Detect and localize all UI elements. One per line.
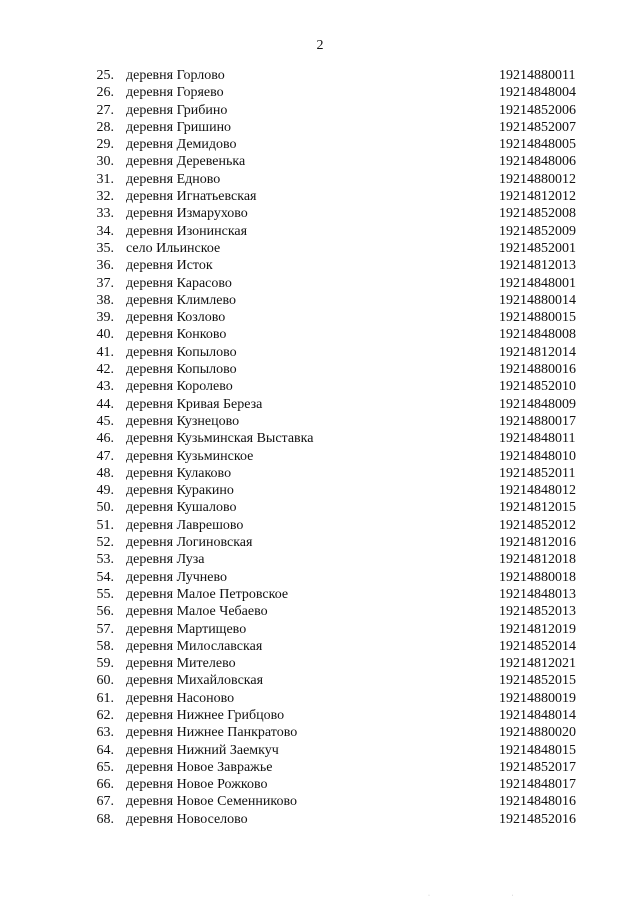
oktmo-code: 19214848013 [499, 586, 576, 602]
list-item [0, 240, 640, 257]
list-item [0, 690, 640, 707]
settlement-name: деревня Насоново [126, 690, 235, 706]
list-item [0, 257, 640, 274]
settlement-name: деревня Лучнево [126, 569, 228, 585]
list-item [0, 84, 640, 101]
oktmo-code: 19214812015 [499, 500, 576, 516]
settlement-name: деревня Новое Завражье [126, 759, 273, 775]
row-number: 47. [96, 448, 114, 464]
list-item [0, 517, 640, 534]
settlement-name: деревня Нижний Заемкуч [126, 742, 279, 758]
list-item [0, 67, 640, 84]
oktmo-code: 19214852015 [499, 673, 576, 689]
list-item [0, 724, 640, 741]
row-number: 65. [96, 759, 114, 775]
settlement-name: деревня Кривая Береза [126, 396, 263, 412]
list-item [0, 136, 640, 153]
oktmo-code: 19214848012 [499, 483, 576, 499]
settlement-name: деревня Мартищево [126, 621, 247, 637]
list-item [0, 621, 640, 638]
list-item [0, 344, 640, 361]
settlement-name: деревня Климлево [126, 292, 236, 308]
row-number: 27. [96, 102, 114, 118]
oktmo-code: 19214848006 [499, 154, 576, 170]
oktmo-code: 19214852011 [499, 465, 576, 481]
oktmo-code: 19214852017 [499, 759, 576, 775]
row-number: 58. [96, 638, 114, 654]
list-item [0, 153, 640, 170]
list-item [0, 430, 640, 447]
row-number: 63. [96, 725, 114, 741]
row-number: 25. [96, 68, 114, 83]
row-number: 67. [96, 794, 114, 810]
list-item [0, 188, 640, 205]
oktmo-code: 19214812012 [499, 189, 576, 205]
list-item [0, 707, 640, 724]
row-number: 50. [96, 500, 114, 516]
row-number: 45. [96, 413, 114, 429]
oktmo-code: 19214852001 [499, 240, 576, 256]
list-item [0, 413, 640, 430]
oktmo-code: 19214848008 [499, 327, 576, 343]
oktmo-code: 19214880018 [499, 569, 576, 585]
row-number: 42. [96, 362, 114, 378]
page-number: 2 [316, 38, 324, 53]
list-item [0, 171, 640, 188]
row-number: 39. [96, 310, 114, 326]
oktmo-code: 19214880017 [499, 413, 576, 429]
settlement-name: деревня Кушалово [126, 500, 237, 516]
settlement-name: деревня Нижнее Панкратово [126, 725, 298, 741]
oktmo-code: 19214848001 [499, 275, 576, 291]
row-number: 55. [96, 586, 114, 602]
list-item [0, 551, 640, 568]
row-number: 40. [96, 327, 114, 343]
settlement-name: деревня Грибино [126, 102, 228, 118]
oktmo-code: 19214848010 [499, 448, 576, 464]
settlement-name: деревня Конково [126, 327, 227, 343]
settlement-name: деревня Королево [126, 379, 233, 395]
list-item [0, 742, 640, 759]
row-number: 33. [96, 206, 114, 222]
list-item [0, 569, 640, 586]
list-item [0, 361, 640, 378]
settlement-name: деревня Измарухово [126, 206, 248, 222]
settlement-name: деревня Новое Рожково [126, 777, 268, 793]
settlement-name: деревня Гришино [126, 119, 232, 135]
list-item [0, 448, 640, 465]
row-number: 28. [96, 119, 114, 135]
list-item [0, 603, 640, 620]
settlement-name: деревня Кузнецово [126, 413, 240, 429]
oktmo-code: 19214852010 [499, 379, 576, 395]
settlement-name: деревня Кузьминская Выставка [126, 431, 314, 447]
settlement-name: деревня Игнатьевская [126, 189, 257, 205]
oktmo-code: 19214812016 [499, 535, 576, 551]
oktmo-code: 19214812018 [499, 552, 576, 568]
row-number: 52. [96, 535, 114, 551]
list-item [0, 586, 640, 603]
row-number: 64. [96, 742, 114, 758]
row-number: 62. [96, 707, 114, 723]
row-number: 29. [96, 137, 114, 153]
settlement-name: деревня Кузьминское [126, 448, 254, 464]
list-item [0, 793, 640, 810]
row-number: 57. [96, 621, 114, 637]
list-item [0, 378, 640, 395]
list-item [0, 396, 640, 413]
oktmo-code: 19214852012 [499, 517, 576, 533]
settlement-name: деревня Новое Семенниково [126, 794, 297, 810]
settlement-name: деревня Малое Чебаево [126, 604, 268, 620]
list-item [0, 811, 640, 828]
list-item [0, 655, 640, 672]
settlement-name: деревня Изонинская [126, 223, 248, 239]
list-item [0, 776, 640, 793]
oktmo-code: 19214880014 [499, 292, 576, 308]
list-item [0, 534, 640, 551]
settlement-name: деревня Козлово [126, 310, 226, 326]
row-number: 35. [96, 240, 114, 256]
settlement-name: деревня Лаврешово [126, 517, 244, 533]
row-number: 38. [96, 292, 114, 308]
list-item [0, 102, 640, 119]
list-item [0, 499, 640, 516]
settlement-name: деревня Луза [126, 552, 205, 568]
oktmo-code: 19214848014 [499, 707, 576, 723]
oktmo-code: 19214880019 [499, 690, 576, 706]
row-number: 54. [96, 569, 114, 585]
list-item [0, 292, 640, 309]
settlement-name: деревня Копылово [126, 344, 237, 360]
row-number: 30. [96, 154, 114, 170]
row-number: 68. [96, 811, 114, 827]
row-number: 60. [96, 673, 114, 689]
settlement-name: деревня Малое Петровское [126, 586, 289, 602]
list-item [0, 465, 640, 482]
settlement-name: деревня Михайловская [126, 673, 264, 689]
row-number: 48. [96, 465, 114, 481]
oktmo-code: 19214852008 [499, 206, 576, 222]
oktmo-code: 19214812014 [499, 344, 576, 360]
settlement-name: деревня Милославская [126, 638, 263, 654]
oktmo-code: 19214880020 [499, 725, 576, 741]
list-item [0, 638, 640, 655]
row-number: 56. [96, 604, 114, 620]
list-item [0, 759, 640, 776]
oktmo-code: 19214812021 [499, 656, 576, 672]
scan-specks: · · [428, 893, 554, 899]
row-number: 37. [96, 275, 114, 291]
row-number: 49. [96, 483, 114, 499]
list-item [0, 326, 640, 343]
row-number: 46. [96, 431, 114, 447]
list-item [0, 205, 640, 222]
settlement-name: деревня Новоселово [126, 811, 248, 827]
oktmo-code: 19214848011 [499, 431, 576, 447]
oktmo-code: 19214812013 [499, 258, 576, 274]
settlement-name: деревня Едново [126, 171, 221, 187]
row-number: 51. [96, 517, 114, 533]
oktmo-code: 19214880016 [499, 362, 576, 378]
oktmo-code: 19214880011 [499, 68, 576, 83]
list-item [0, 275, 640, 292]
settlement-name: деревня Мителево [126, 656, 236, 672]
oktmo-code: 19214880012 [499, 171, 576, 187]
row-number: 59. [96, 656, 114, 672]
oktmo-code: 19214848004 [499, 85, 576, 101]
settlement-name: деревня Куракино [126, 483, 234, 499]
oktmo-code: 19214852006 [499, 102, 576, 118]
settlement-name: деревня Исток [126, 258, 213, 274]
row-number: 32. [96, 189, 114, 205]
row-number: 43. [96, 379, 114, 395]
row-number: 44. [96, 396, 114, 412]
settlement-name: деревня Копылово [126, 362, 237, 378]
oktmo-code: 19214852007 [499, 119, 576, 135]
settlement-name: деревня Логиновская [126, 535, 253, 551]
row-number: 66. [96, 777, 114, 793]
settlement-name: деревня Горяево [126, 85, 224, 101]
row-number: 61. [96, 690, 114, 706]
list-item [0, 119, 640, 136]
oktmo-code: 19214848017 [499, 777, 576, 793]
row-number: 36. [96, 258, 114, 274]
list-item [0, 482, 640, 499]
settlement-name: деревня Кулаково [126, 465, 232, 481]
settlement-name: деревня Карасово [126, 275, 232, 291]
row-number: 34. [96, 223, 114, 239]
settlement-name: деревня Деревенька [126, 154, 246, 170]
oktmo-code: 19214852013 [499, 604, 576, 620]
oktmo-code: 19214852016 [499, 811, 576, 827]
oktmo-code: 19214880015 [499, 310, 576, 326]
oktmo-code: 19214848016 [499, 794, 576, 810]
settlement-list [0, 67, 640, 828]
settlement-name: деревня Демидово [126, 137, 237, 153]
oktmo-code: 19214848005 [499, 137, 576, 153]
oktmo-code: 19214848009 [499, 396, 576, 412]
row-number: 31. [96, 171, 114, 187]
settlement-name: деревня Нижнее Грибцово [126, 707, 285, 723]
oktmo-code: 19214848015 [499, 742, 576, 758]
oktmo-code: 19214852014 [499, 638, 576, 654]
list-item [0, 309, 640, 326]
oktmo-code: 19214852009 [499, 223, 576, 239]
row-number: 41. [96, 344, 114, 360]
settlement-name: село Ильинское [126, 240, 221, 256]
row-number: 26. [96, 85, 114, 101]
list-item [0, 223, 640, 240]
oktmo-code: 19214812019 [499, 621, 576, 637]
settlement-name: деревня Горлово [126, 68, 225, 83]
row-number: 53. [96, 552, 114, 568]
list-item [0, 672, 640, 689]
